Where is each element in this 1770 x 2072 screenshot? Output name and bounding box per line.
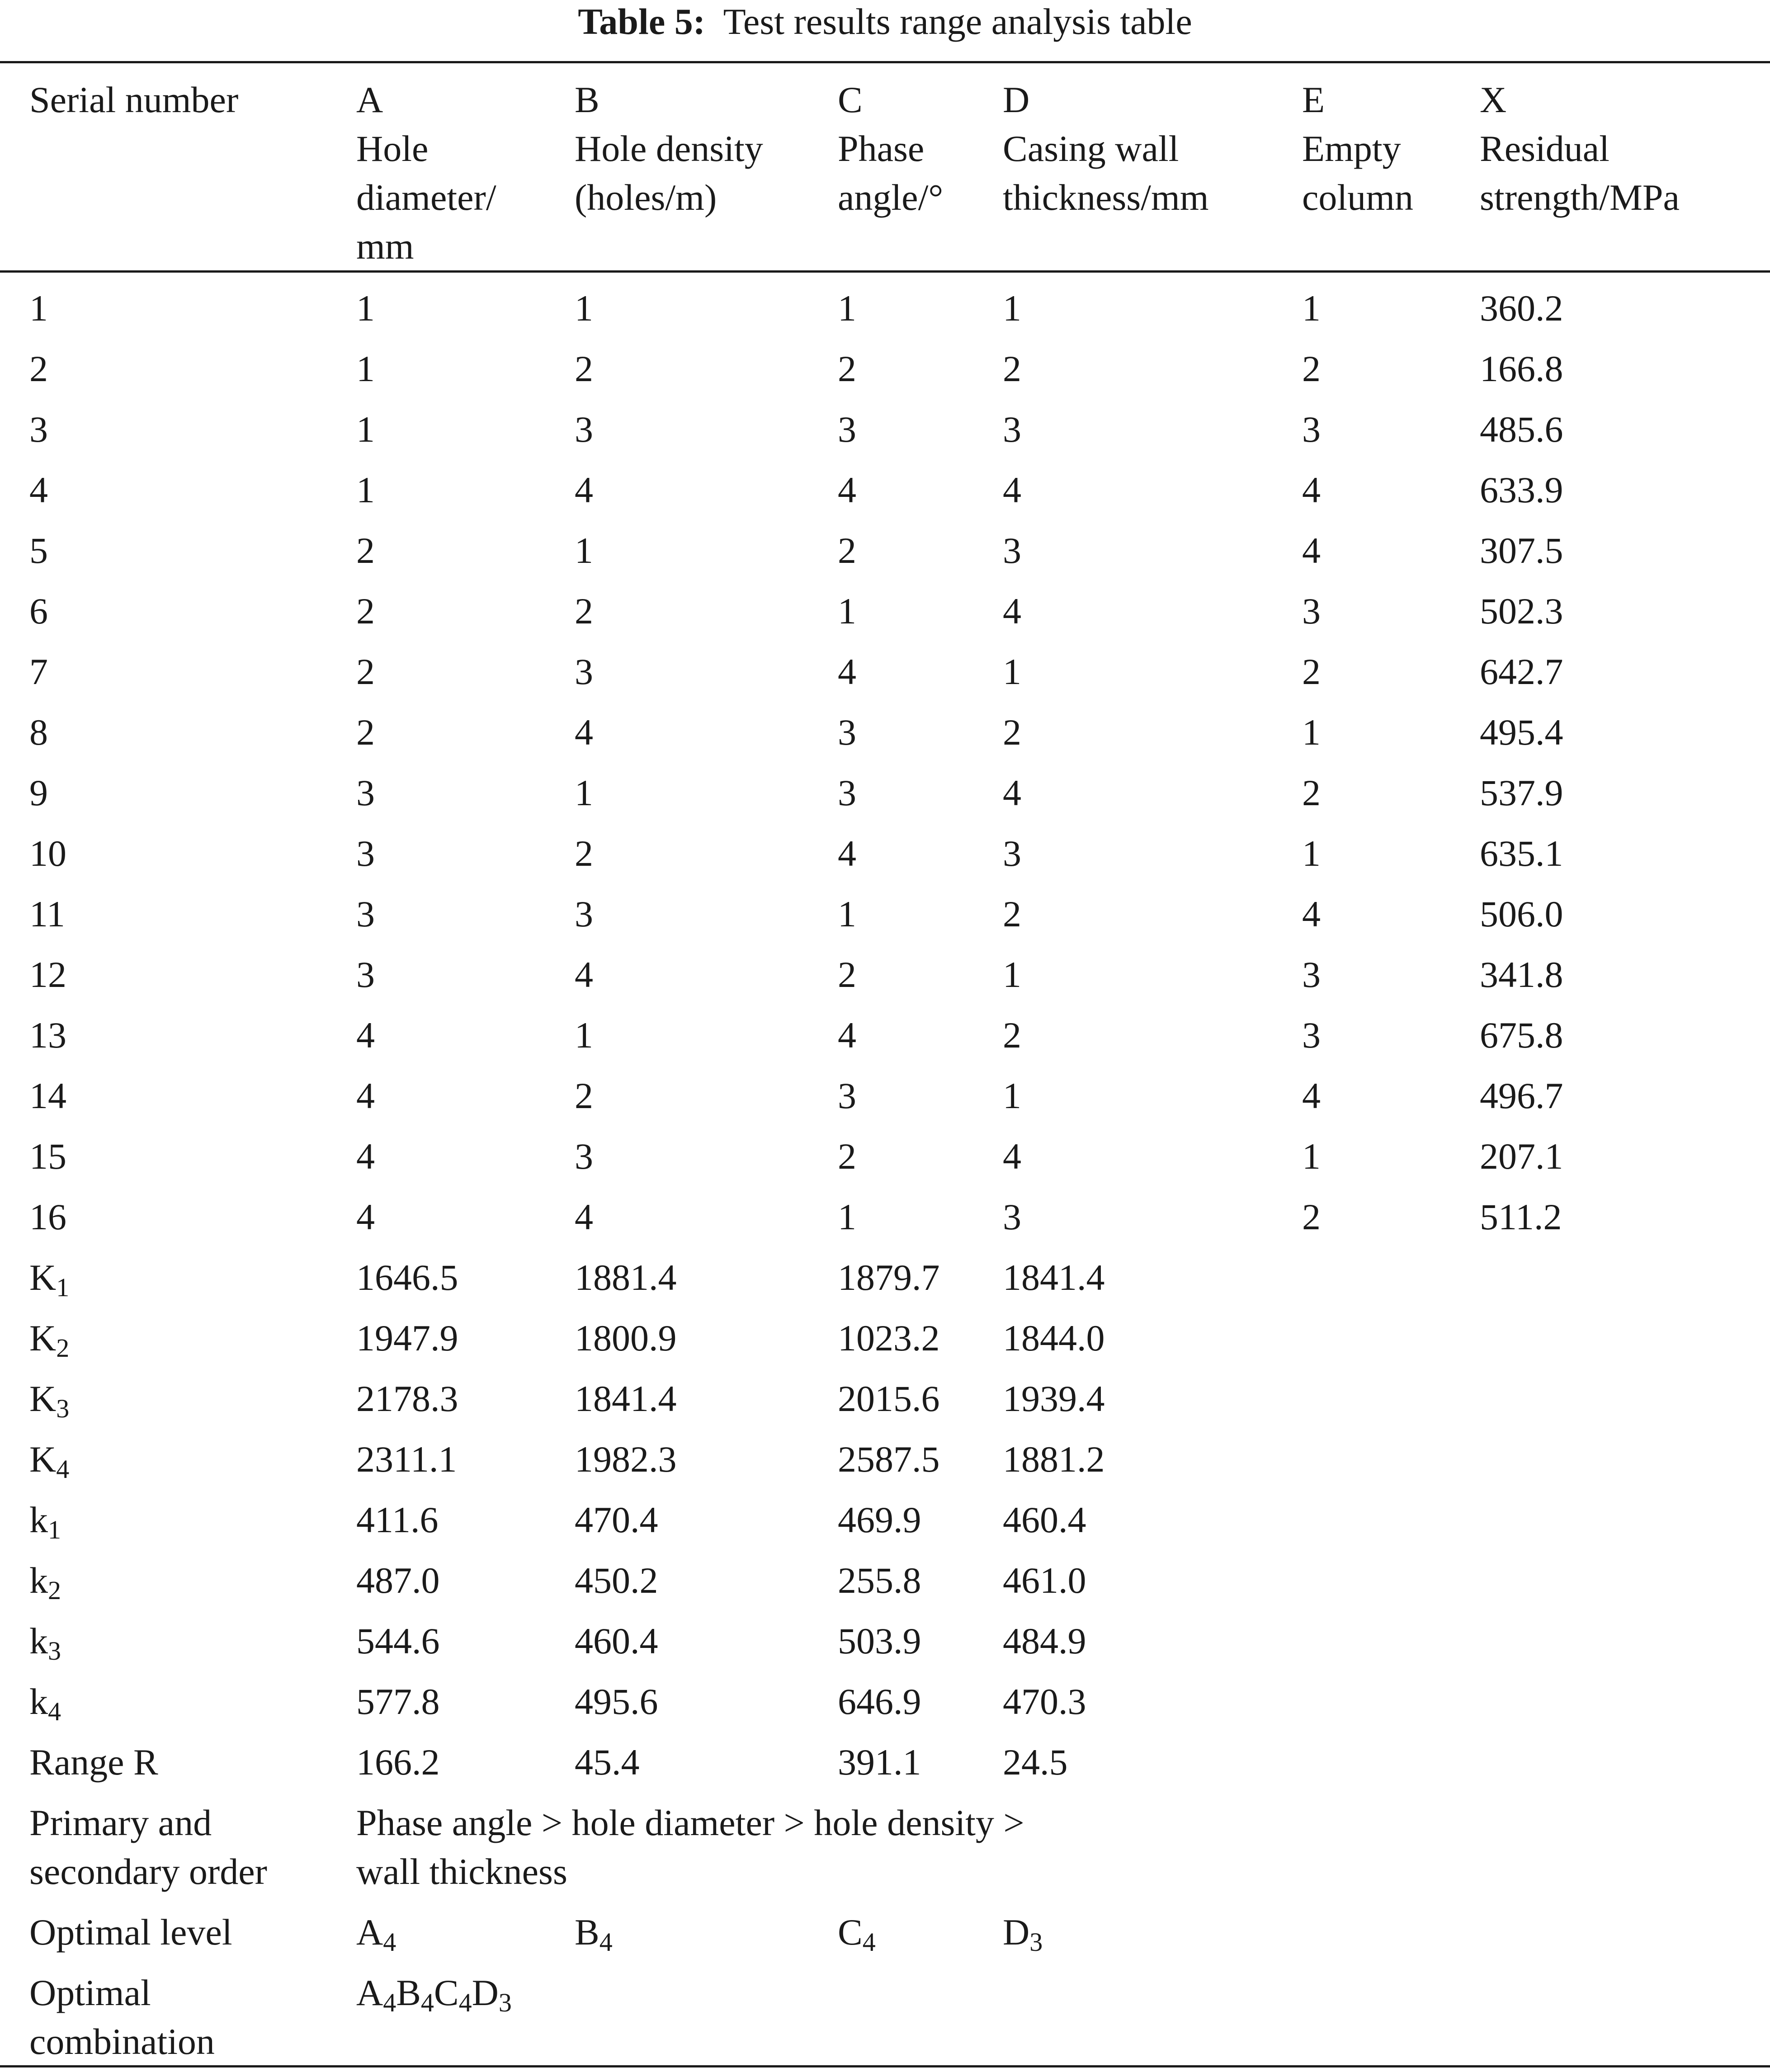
stat-value: 411.6: [356, 1499, 439, 1540]
table-cell: 3: [1003, 409, 1021, 450]
range-value: 391.1: [838, 1742, 921, 1783]
stat-value: 470.3: [1003, 1681, 1086, 1722]
stat-label: $k_4$: [29, 1681, 61, 1726]
table-cell: 1: [575, 772, 593, 813]
table-cell: 1: [1302, 288, 1321, 329]
bottom-rule: [0, 2065, 1770, 2067]
header-cell: strength/MPa: [1480, 177, 1680, 218]
stat-value: 460.4: [1003, 1499, 1086, 1540]
table-cell: 3: [575, 1136, 593, 1177]
optimal-level-value: $D_3$: [1003, 1912, 1043, 1957]
table-cell: 642.7: [1480, 651, 1563, 692]
table-cell: 1: [838, 288, 856, 329]
caption-label: Table 5:: [578, 1, 706, 42]
optimal-combination-value: $A_4B_4C_4D_3$: [356, 1972, 512, 2017]
table-cell: 3: [1302, 1015, 1321, 1056]
table-cell: 496.7: [1480, 1075, 1563, 1116]
table-cell: 3: [1003, 1196, 1021, 1237]
table-cell: 14: [29, 1075, 66, 1116]
table-cell: 4: [1302, 530, 1321, 571]
table-cell: 166.8: [1480, 348, 1563, 389]
order-text: wall thickness: [356, 1851, 567, 1892]
table-cell: 675.8: [1480, 1015, 1563, 1056]
header-cell: D: [1003, 79, 1030, 120]
header-cell: Hole: [356, 128, 429, 169]
order-label: secondary order: [29, 1851, 267, 1892]
range-value: 24.5: [1003, 1742, 1068, 1783]
order-label: Primary and: [29, 1802, 212, 1843]
optimal-level-label: Optimal level: [29, 1912, 232, 1953]
header-cell: C: [838, 79, 863, 120]
table-cell: 1: [1302, 712, 1321, 753]
header-cell: X: [1480, 79, 1507, 120]
table-cell: 2: [1003, 893, 1021, 935]
range-value: 166.2: [356, 1742, 440, 1783]
table-cell: 3: [356, 954, 375, 995]
stat-value: 460.4: [575, 1620, 658, 1661]
table-cell: 2: [29, 348, 48, 389]
table-cell: 1: [1003, 651, 1021, 692]
stat-value: 1982.3: [575, 1439, 677, 1480]
table-cell: 2: [1003, 348, 1021, 389]
table-cell: 4: [575, 1196, 593, 1237]
stat-value: 1844.0: [1003, 1317, 1105, 1359]
stat-value: 461.0: [1003, 1560, 1086, 1601]
stat-label: $k_1$: [29, 1499, 61, 1544]
stat-value: 1881.4: [575, 1257, 677, 1298]
table-cell: 12: [29, 954, 66, 995]
table-cell: 3: [29, 409, 48, 450]
stat-value: 1879.7: [838, 1257, 940, 1298]
table-cell: 2: [575, 1075, 593, 1116]
table-cell: 2: [575, 833, 593, 874]
range-value: 45.4: [575, 1742, 640, 1783]
stat-label: $K_1$: [29, 1257, 70, 1302]
table-cell: 2: [356, 651, 375, 692]
table-cell: 4: [1003, 590, 1021, 632]
table-cell: 2: [356, 590, 375, 632]
stat-value: 1939.4: [1003, 1378, 1105, 1419]
table-cell: 3: [1003, 833, 1021, 874]
stat-value: 646.9: [838, 1681, 921, 1722]
table-cell: 4: [29, 469, 48, 510]
table-cell: 4: [838, 1015, 856, 1056]
table-cell: 3: [575, 409, 593, 450]
table-cell: 485.6: [1480, 409, 1563, 450]
header-cell: Hole density: [575, 128, 763, 169]
table-cell: 1: [1003, 288, 1021, 329]
header-cell: Empty: [1302, 128, 1401, 169]
header-cell: Residual: [1480, 128, 1610, 169]
top-rule: [0, 61, 1770, 63]
stat-label: $K_2$: [29, 1317, 70, 1363]
table-cell: 4: [575, 954, 593, 995]
stat-value: 1646.5: [356, 1257, 458, 1298]
stat-value: 1800.9: [575, 1317, 677, 1359]
table-cell: 2: [838, 348, 856, 389]
header-cell: column: [1302, 177, 1413, 218]
table-cell: 4: [1003, 772, 1021, 813]
table-cell: 4: [575, 712, 593, 753]
table-cell: 341.8: [1480, 954, 1563, 995]
table-cell: 1: [1302, 1136, 1321, 1177]
table-cell: 3: [1302, 590, 1321, 632]
table-cell: 4: [838, 651, 856, 692]
stat-value: 255.8: [838, 1560, 921, 1601]
header-cell: E: [1302, 79, 1325, 120]
table-cell: 506.0: [1480, 893, 1563, 935]
header-cell: A: [356, 79, 383, 120]
table-cell: 1: [838, 893, 856, 935]
header-cell: mm: [356, 226, 414, 267]
stat-label: $k_3$: [29, 1620, 61, 1666]
table-cell: 3: [838, 772, 856, 813]
stat-value: 2587.5: [838, 1439, 940, 1480]
table-cell: 2: [1003, 712, 1021, 753]
stat-value: 487.0: [356, 1560, 440, 1601]
table-cell: 6: [29, 590, 48, 632]
stat-value: 1881.2: [1003, 1439, 1105, 1480]
stat-value: 1841.4: [1003, 1257, 1105, 1298]
table-cell: 4: [838, 469, 856, 510]
stat-label: $k_2$: [29, 1560, 61, 1605]
stat-value: 495.6: [575, 1681, 658, 1722]
table-cell: 1: [1003, 1075, 1021, 1116]
optimal-level-value: $A_4$: [356, 1912, 396, 1957]
table-caption: [0, 0, 1770, 43]
table-cell: 7: [29, 651, 48, 692]
table-cell: 4: [1003, 469, 1021, 510]
table-cell: 207.1: [1480, 1136, 1563, 1177]
optimal-level-value: $C_4$: [838, 1912, 876, 1957]
table-cell: 635.1: [1480, 833, 1563, 874]
stat-value: 577.8: [356, 1681, 440, 1722]
table-cell: 3: [575, 651, 593, 692]
table-cell: 4: [1302, 1075, 1321, 1116]
optimal-combination-label: Optimal: [29, 1972, 151, 2013]
table-cell: 16: [29, 1196, 66, 1237]
table-cell: 1: [356, 409, 375, 450]
header-cell: (holes/m): [575, 177, 717, 218]
stat-value: 1841.4: [575, 1378, 677, 1419]
stat-label: $K_3$: [29, 1378, 70, 1423]
stat-value: 544.6: [356, 1620, 440, 1661]
stat-value: 503.9: [838, 1620, 921, 1661]
table-cell: 9: [29, 772, 48, 813]
table-cell: 4: [1302, 469, 1321, 510]
table-cell: 11: [29, 893, 65, 935]
table-cell: 2: [575, 348, 593, 389]
table-cell: 3: [1302, 954, 1321, 995]
table-cell: 1: [356, 469, 375, 510]
table-cell: 2: [838, 1136, 856, 1177]
table-cell: 4: [838, 833, 856, 874]
table-cell: 360.2: [1480, 288, 1563, 329]
table-cell: 1: [1003, 954, 1021, 995]
table-cell: 4: [356, 1015, 375, 1056]
table-cell: 495.4: [1480, 712, 1563, 753]
table-cell: 307.5: [1480, 530, 1563, 571]
table-cell: 3: [1003, 530, 1021, 571]
header-cell: Phase: [838, 128, 925, 169]
range-label: Range R: [29, 1742, 158, 1783]
stat-value: 484.9: [1003, 1620, 1086, 1661]
stat-value: 469.9: [838, 1499, 921, 1540]
table-cell: 3: [575, 893, 593, 935]
table-cell: 2: [575, 590, 593, 632]
table-cell: 1: [356, 348, 375, 389]
table-cell: 537.9: [1480, 772, 1563, 813]
caption-text: Test results range analysis table: [723, 1, 1192, 42]
stat-value: 1947.9: [356, 1317, 458, 1359]
table-cell: 3: [838, 409, 856, 450]
table-cell: 1: [838, 590, 856, 632]
table-cell: 13: [29, 1015, 66, 1056]
table-cell: 4: [356, 1136, 375, 1177]
optimal-level-value: $B_4$: [575, 1912, 613, 1957]
header-cell: thickness/mm: [1003, 177, 1209, 218]
table-cell: 2: [356, 530, 375, 571]
header-cell: angle/°: [838, 177, 944, 218]
table-cell: 1: [575, 530, 593, 571]
header-cell: Serial number: [29, 79, 239, 120]
stat-value: 2015.6: [838, 1378, 940, 1419]
stat-value: 2311.1: [356, 1439, 457, 1480]
table-cell: 4: [575, 469, 593, 510]
stat-value: 450.2: [575, 1560, 658, 1601]
table-cell: 15: [29, 1136, 66, 1177]
table-cell: 3: [1302, 409, 1321, 450]
table-cell: 2: [1302, 348, 1321, 389]
table-cell: 1: [575, 1015, 593, 1056]
table-cell: 1: [356, 288, 375, 329]
table-cell: 3: [356, 893, 375, 935]
table-cell: 3: [356, 772, 375, 813]
header-rule: [0, 270, 1770, 273]
table-cell: 4: [1302, 893, 1321, 935]
table-cell: 8: [29, 712, 48, 753]
order-text: Phase angle > hole diameter > hole density >: [356, 1802, 1024, 1843]
header-cell: Casing wall: [1003, 128, 1179, 169]
header-cell: diameter/: [356, 177, 496, 218]
table-cell: 633.9: [1480, 469, 1563, 510]
table-cell: 1: [1302, 833, 1321, 874]
header-cell: B: [575, 79, 599, 120]
table-cell: 2: [1302, 651, 1321, 692]
table-cell: 3: [838, 1075, 856, 1116]
table-cell: 2: [1003, 1015, 1021, 1056]
table-cell: 502.3: [1480, 590, 1563, 632]
table-cell: 2: [356, 712, 375, 753]
stat-value: 470.4: [575, 1499, 658, 1540]
table-cell: 1: [838, 1196, 856, 1237]
table-cell: 4: [356, 1196, 375, 1237]
table-cell: 4: [356, 1075, 375, 1116]
table-cell: 2: [1302, 772, 1321, 813]
stat-label: $K_4$: [29, 1439, 70, 1484]
stat-value: 2178.3: [356, 1378, 458, 1419]
table-cell: 3: [838, 712, 856, 753]
table-cell: 2: [838, 530, 856, 571]
table-cell: 10: [29, 833, 66, 874]
table-cell: 2: [1302, 1196, 1321, 1237]
table-cell: 1: [29, 288, 48, 329]
table-cell: 2: [838, 954, 856, 995]
optimal-combination-label: combination: [29, 2021, 215, 2062]
table-cell: 5: [29, 530, 48, 571]
table-cell: 3: [356, 833, 375, 874]
stat-value: 1023.2: [838, 1317, 940, 1359]
table-cell: 1: [575, 288, 593, 329]
table-cell: 4: [1003, 1136, 1021, 1177]
table-cell: 511.2: [1480, 1196, 1562, 1237]
